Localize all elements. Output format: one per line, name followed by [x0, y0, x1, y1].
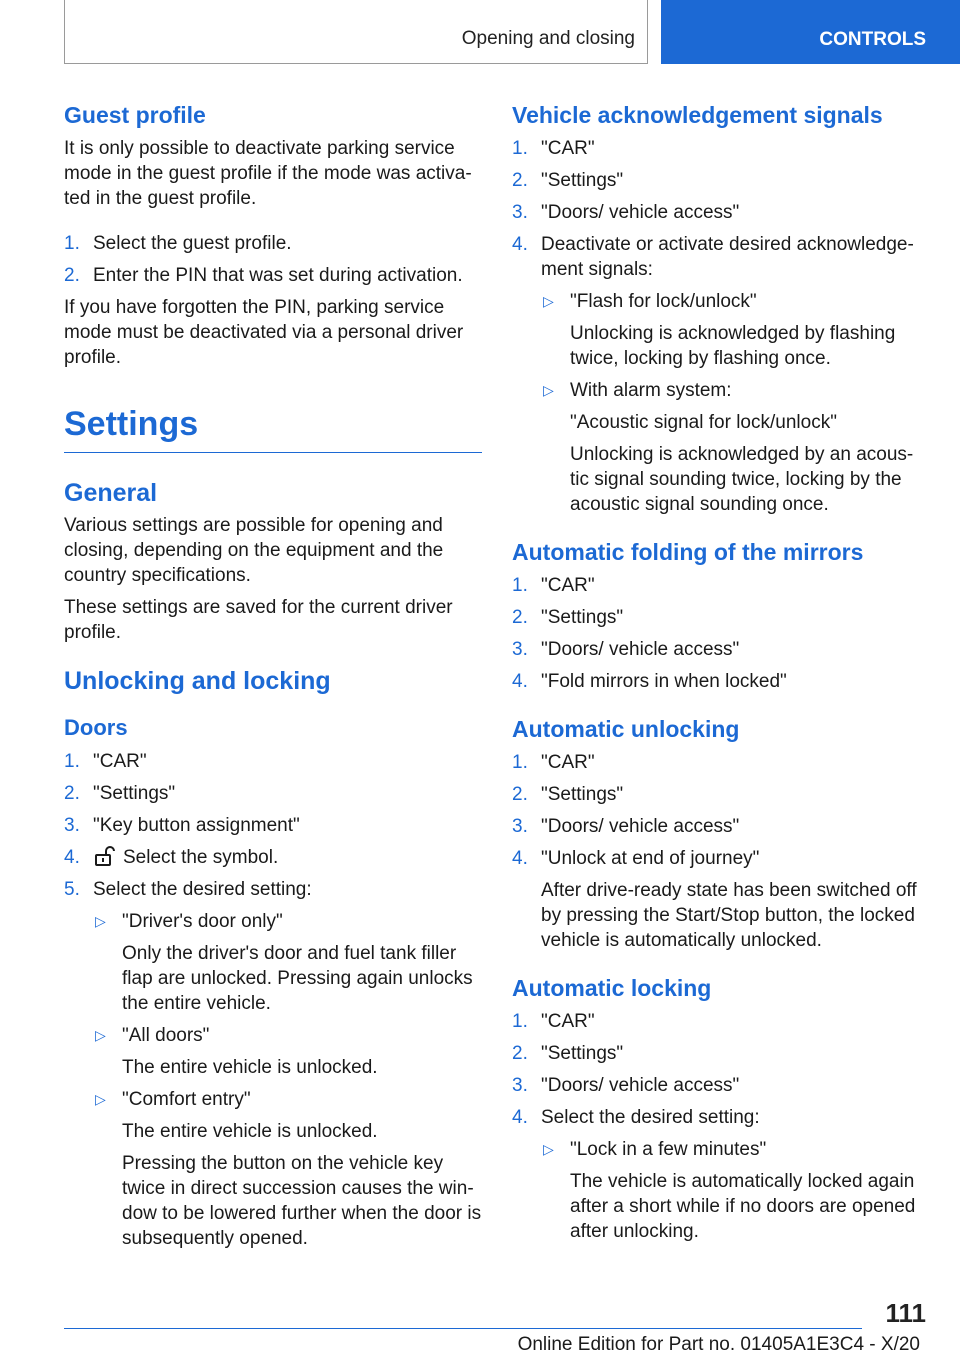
doors-heading: Doors	[64, 715, 128, 740]
step-text: "Unlock at end of journey"	[541, 848, 760, 869]
list-item	[541, 289, 924, 371]
step-text: Select the desired setting:	[541, 1107, 760, 1128]
triangle-bullet-icon: ▷	[95, 1027, 106, 1043]
mirrors-steps	[512, 573, 924, 694]
guest-profile-intro: It is only possible to deactivate parking service mode in the guest profile if the mode was activa-ted in the guest profile.	[64, 138, 472, 209]
option-desc: The entire vehicle is unlocked.	[122, 1057, 378, 1078]
step-number: 1.	[512, 752, 528, 773]
guest-profile-note: If you have forgotten the PIN, parking service mode must be deactivated via a personal driver profile.	[64, 297, 464, 368]
settings-heading: Settings	[64, 402, 482, 453]
step-number: 2.	[64, 265, 80, 286]
ack-heading: Vehicle acknowledgement signals	[512, 102, 883, 128]
step-number: 4.	[64, 847, 80, 868]
step-text: "Settings"	[541, 1043, 624, 1064]
list-item	[512, 168, 924, 193]
step-number: 4.	[512, 1107, 528, 1128]
auto-unlock-steps	[512, 750, 924, 953]
list-item	[512, 782, 924, 807]
step-text: "Settings"	[541, 170, 624, 191]
list-item	[512, 814, 924, 839]
step-text: Select the guest profile.	[93, 233, 292, 254]
list-item	[512, 200, 924, 225]
step-text: "Doors/ vehicle access"	[541, 202, 740, 223]
step-number: 1.	[64, 233, 80, 254]
step-text: "Doors/ vehicle access"	[541, 1075, 740, 1096]
footer-edition: Online Edition for Part no. 01405A1E3C4 - X/20	[517, 1334, 920, 1355]
step-text: Select the symbol.	[123, 847, 279, 868]
auto-lock-heading: Automatic locking	[512, 975, 712, 1001]
step-text: Enter the PIN that was set during activation.	[93, 265, 463, 286]
step-number: 2.	[512, 784, 528, 805]
option-label: "Driver's door only"	[122, 911, 283, 932]
step-text: "CAR"	[93, 751, 147, 772]
step-text: "Key button assignment"	[93, 815, 300, 836]
list-item	[541, 1137, 924, 1244]
option-label: "Flash for lock/unlock"	[570, 291, 757, 312]
step-text: "CAR"	[541, 752, 595, 773]
option-desc: Unlocking is acknowledged by an acous-tic signal sounding twice, locking by the acoustic signal sounding once.	[570, 444, 914, 515]
option-label: "Lock in a few minutes"	[570, 1139, 767, 1160]
step-number: 4.	[512, 234, 528, 255]
step-number: 1.	[64, 751, 80, 772]
list-item	[93, 909, 482, 1016]
list-item	[64, 263, 482, 288]
step-text: "Fold mirrors in when locked"	[541, 671, 787, 692]
guest-profile-steps	[64, 231, 482, 288]
page-number: 111	[885, 1298, 926, 1328]
option-desc: The entire vehicle is unlocked.	[122, 1121, 378, 1142]
step-number: 2.	[512, 607, 528, 628]
step-text: "Doors/ vehicle access"	[541, 639, 740, 660]
list-item	[64, 231, 482, 256]
guest-profile-heading: Guest profile	[64, 102, 206, 128]
option-label: With alarm system:	[570, 380, 732, 401]
left-column	[64, 100, 482, 1258]
list-item	[93, 1023, 482, 1080]
auto-lock-steps	[512, 1009, 924, 1244]
step-number: 1.	[512, 138, 528, 159]
option-label: "Comfort entry"	[122, 1089, 251, 1110]
list-item	[512, 750, 924, 775]
option-desc: "Acoustic signal for lock/unlock"	[570, 412, 837, 433]
step-number: 1.	[512, 575, 528, 596]
list-item	[512, 1041, 924, 1066]
list-item	[93, 1087, 482, 1251]
list-item	[512, 1073, 924, 1098]
step-number: 4.	[512, 848, 528, 869]
header-section-title: Opening and closing	[461, 28, 635, 49]
step-text: Select the desired setting:	[93, 879, 312, 900]
auto-unlock-heading: Automatic unlocking	[512, 716, 740, 742]
step-number: 5.	[64, 879, 80, 900]
list-item	[64, 877, 482, 1251]
footer-divider	[64, 1328, 862, 1329]
step-number: 2.	[512, 170, 528, 191]
list-item	[512, 637, 924, 662]
list-item	[512, 605, 924, 630]
list-item	[512, 136, 924, 161]
step-text: "Settings"	[93, 783, 176, 804]
step-desc: After drive-ready state has been switched off by pressing the Start/Stop button, the locked vehicle is automatically unlocked.	[541, 880, 917, 951]
list-item	[64, 749, 482, 774]
tab-controls[interactable]	[661, 0, 960, 64]
triangle-bullet-icon: ▷	[543, 1141, 554, 1157]
triangle-bullet-icon: ▷	[543, 382, 554, 398]
list-item	[512, 846, 924, 953]
list-item	[512, 669, 924, 694]
right-column	[512, 100, 924, 1251]
list-item	[64, 813, 482, 838]
option-desc: Only the driver's door and fuel tank filler flap are unlocked. Pressing again unlocks the entire vehicle.	[122, 943, 473, 1014]
step-text: "CAR"	[541, 1011, 595, 1032]
option-label: "All doors"	[122, 1025, 210, 1046]
general-heading: General	[64, 479, 158, 507]
step-number: 1.	[512, 1011, 528, 1032]
step-text: "CAR"	[541, 575, 595, 596]
step-text: "CAR"	[541, 138, 595, 159]
list-item	[512, 1009, 924, 1034]
unlock-key-icon	[93, 846, 117, 866]
mirrors-heading: Automatic folding of the mirrors	[512, 539, 864, 565]
step-number: 3.	[64, 815, 80, 836]
step-text: "Doors/ vehicle access"	[541, 816, 740, 837]
list-item	[64, 845, 482, 870]
doors-options	[93, 909, 482, 1251]
step-number: 3.	[512, 816, 528, 837]
step-number: 3.	[512, 1075, 528, 1096]
ack-steps	[512, 136, 924, 517]
step-number: 3.	[512, 639, 528, 660]
doors-steps	[64, 749, 482, 1251]
step-number: 3.	[512, 202, 528, 223]
step-number: 2.	[512, 1043, 528, 1064]
step-text: "Settings"	[541, 784, 624, 805]
step-text: Deactivate or activate desired acknowledge-ment signals:	[541, 234, 914, 280]
triangle-bullet-icon: ▷	[95, 913, 106, 929]
list-item	[512, 232, 924, 517]
step-number: 2.	[64, 783, 80, 804]
step-text: "Settings"	[541, 607, 624, 628]
general-p2: These settings are saved for the current driver profile.	[64, 597, 453, 643]
list-item	[64, 781, 482, 806]
list-item	[512, 573, 924, 598]
triangle-bullet-icon: ▷	[95, 1091, 106, 1107]
option-desc: Pressing the button on the vehicle key twice in direct succession causes the win-dow to be lowered further when the door is subsequently opened.	[122, 1153, 482, 1249]
option-desc: The vehicle is automatically locked again after a short while if no doors are opened after unlocking.	[570, 1171, 916, 1242]
option-desc: Unlocking is acknowledged by flashing twice, locking by flashing once.	[570, 323, 896, 369]
unlocking-heading: Unlocking and locking	[64, 667, 331, 695]
ack-options	[541, 289, 924, 517]
list-item	[541, 378, 924, 517]
tab-controls-label: CONTROLS	[819, 29, 926, 50]
list-item	[512, 1105, 924, 1244]
auto-lock-options	[541, 1137, 924, 1244]
triangle-bullet-icon: ▷	[543, 293, 554, 309]
step-number: 4.	[512, 671, 528, 692]
general-p1: Various settings are possible for opening and closing, depending on the equipment and the country specifications.	[64, 515, 444, 586]
